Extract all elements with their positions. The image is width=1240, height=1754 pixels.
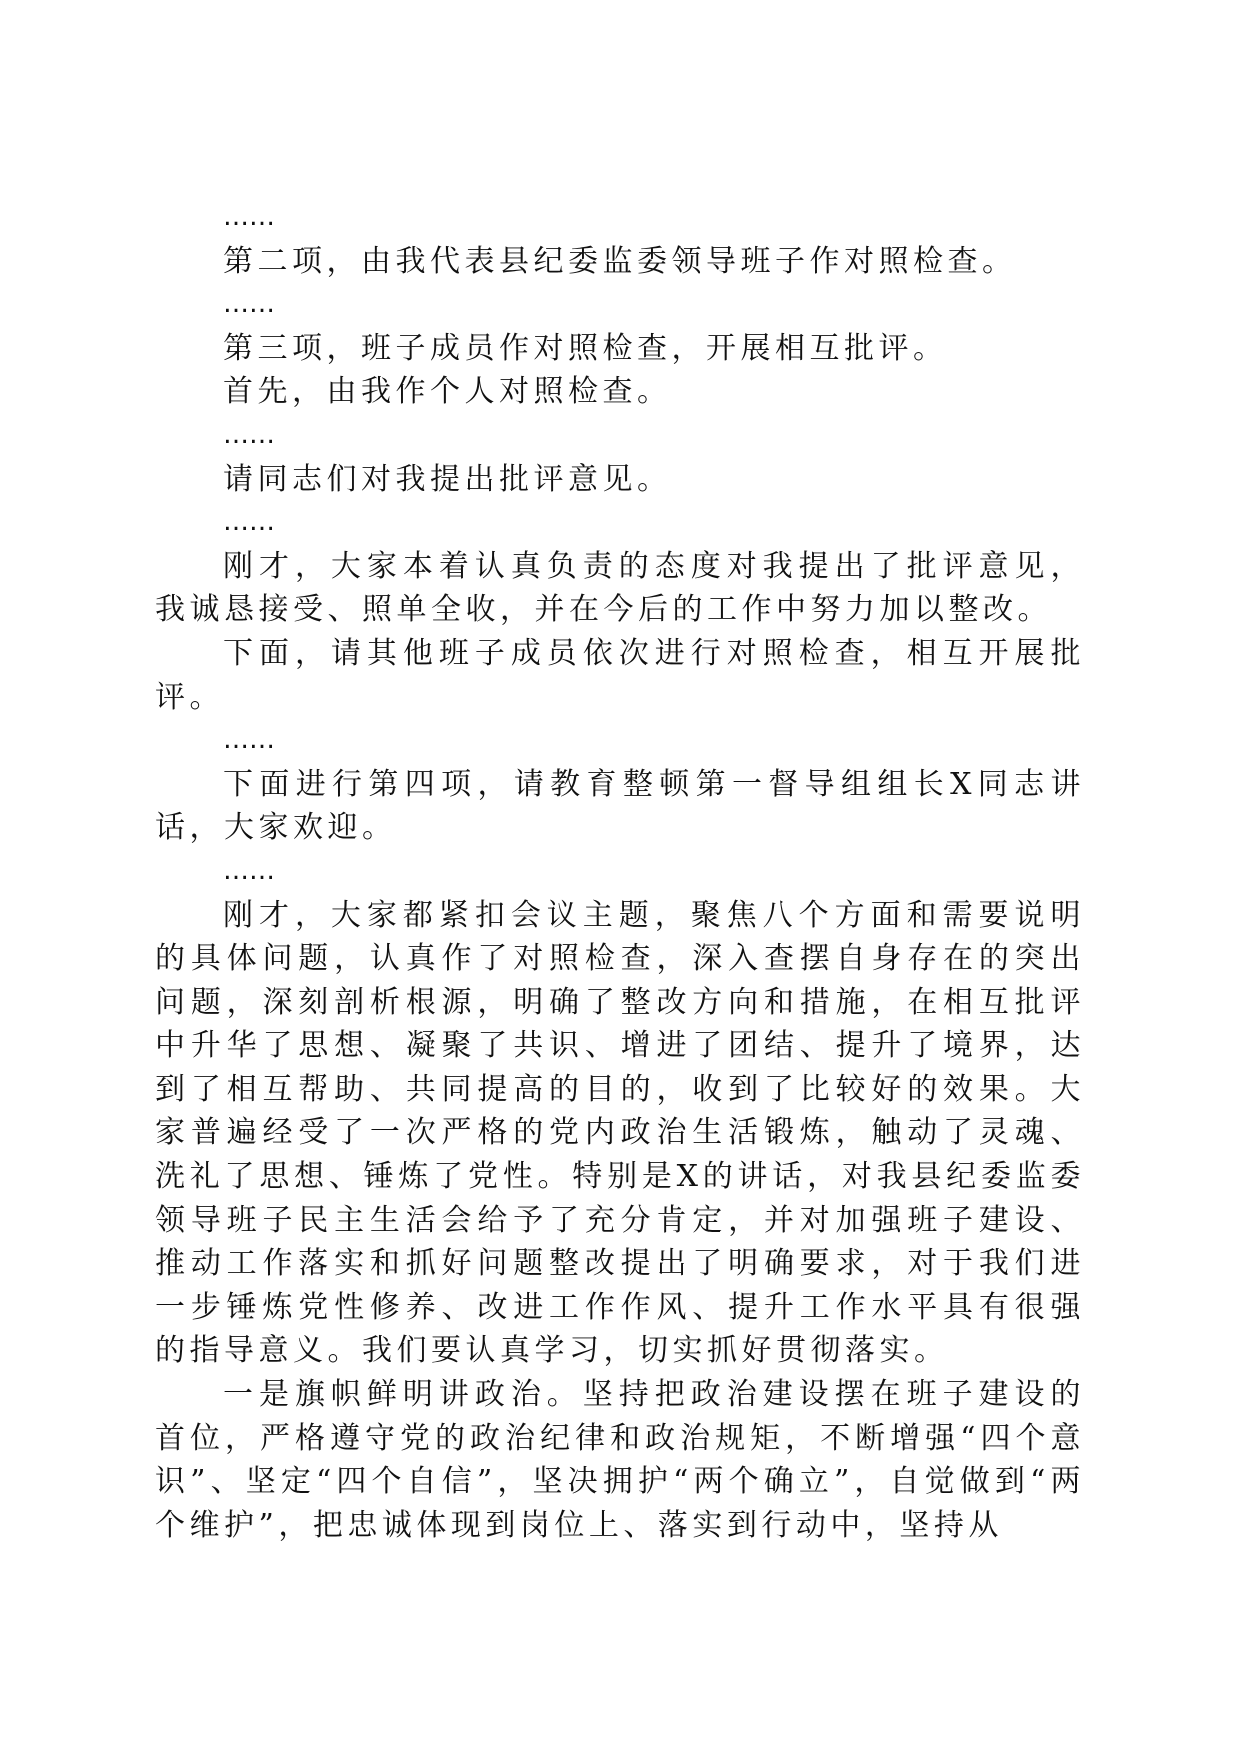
paragraph-item-two: 第二项，由我代表县纪委监委领导班子作对照检查。 [223, 243, 1017, 279]
paragraph-item-four: 下面进行第四项，请教育整顿第一督导组组长X同志讲话，大家欢迎。 [155, 766, 1085, 846]
ellipsis-line: …… [223, 289, 275, 320]
ellipsis-line: …… [223, 419, 275, 450]
paragraph-self-check: 首先，由我作个人对照检查。 [223, 374, 672, 410]
ellipsis-line: …… [223, 725, 275, 756]
paragraph-item-three: 第三项，班子成员作对照检查，开展相互批评。 [223, 330, 948, 366]
paragraph-accept-criticism: 刚才，大家本着认真负责的态度对我提出了批评意见，我诚恳接受、照单全收，并在今后的工作中努力加以整改。 [155, 548, 1085, 628]
ellipsis-line: …… [223, 855, 275, 886]
ellipsis-line: …… [223, 507, 275, 538]
paragraph-other-members: 下面，请其他班子成员依次进行对照检查，相互开展批评。 [155, 635, 1085, 715]
document-body [155, 196, 1085, 1547]
paragraph-point-one: 一是旗帜鲜明讲政治。坚持把政治建设摆在班子建设的首位，严格遵守党的政治纪律和政治规矩，不断增强“四个意识”、坚定“四个自信”，坚决拥护“两个确立”，自觉做到“两个维护”，把忠诚体现到岗位上、落实到行动中，坚持从 [155, 1377, 1085, 1543]
paragraph-summary: 刚才，大家都紧扣会议主题，聚焦八个方面和需要说明的具体问题，认真作了对照检查，深入查摆自身存在的突出问题，深刻剖析根源，明确了整改方向和措施，在相互批评中升华了思想、凝聚了共识、增进了团结、提升了境界，达到了相互帮助、共同提高的目的，收到了比较好的效果。大家普遍经受了一次严格的党内政治生活锻炼，触动了灵魂、洗礼了思想、锤炼了党性。特别是X的讲话，对我县纪委监委领导班子民主生活会给予了充分肯定，并对加强班子建设、推动工作落实和抓好问题整改提出了明确要求，对于我们进一步锤炼党性修养、改进工作作风、提升工作水平具有很强的指导意义。我们要认真学习，切实抓好贯彻落实。 [155, 897, 1085, 1369]
ellipsis-line: …… [223, 202, 275, 232]
paragraph-request-criticism: 请同志们对我提出批评意见。 [223, 461, 672, 497]
